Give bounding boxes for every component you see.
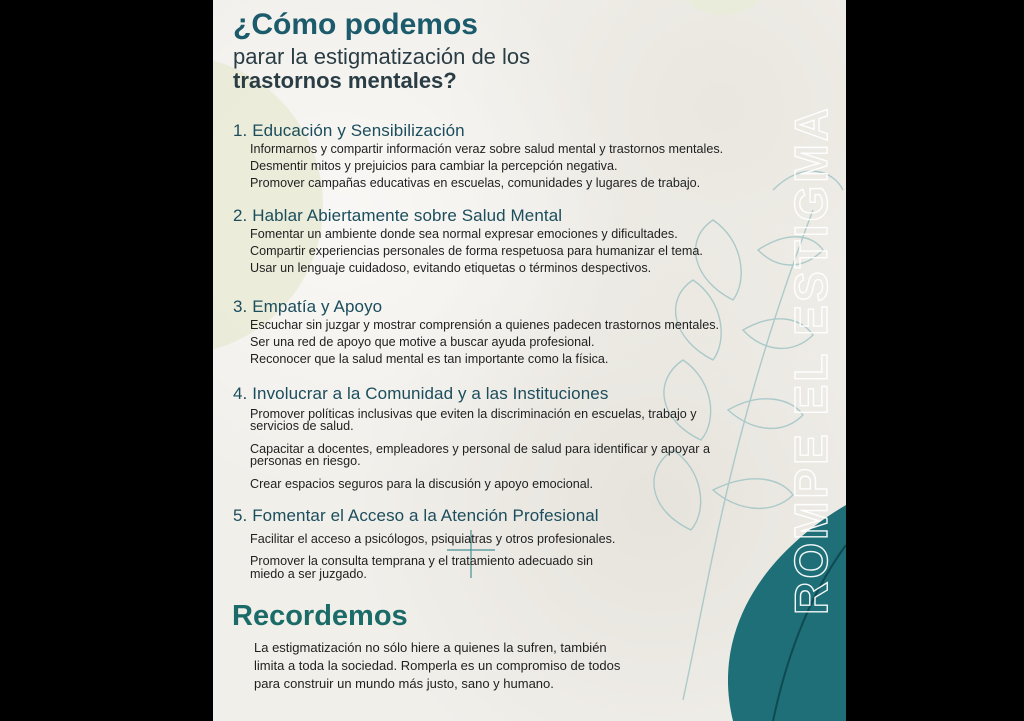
- section-4-line-5: Crear espacios seguros para la discusión y apoyo emocional.: [250, 477, 594, 491]
- closing-line-3: para construir un mundo más justo, sano y humano.: [254, 676, 554, 691]
- section-3-heading: 3. Empatía y Apoyo: [233, 297, 383, 316]
- poster: [213, 0, 846, 721]
- closing-line-2: limita a toda la sociedad. Romperla es un compromiso de todos: [254, 658, 621, 673]
- section-1-line-2: Desmentir mitos y prejuicios para cambiar la percepción negativa.: [250, 159, 618, 173]
- section-2-line-3: Usar un lenguaje cuidadoso, evitando etiquetas o términos despectivos.: [250, 261, 652, 275]
- section-1-heading: 1. Educación y Sensibilización: [233, 121, 465, 140]
- decorative-circle-top: [668, 0, 778, 15]
- section-1-line-1: Informarnos y compartir información veraz sobre salud mental y trastornos mentales.: [250, 142, 724, 156]
- section-3-line-1: Escuchar sin juzgar y mostrar comprensión a quienes padecen trastornos mentales.: [250, 318, 720, 332]
- section-5-line-1: Facilitar el acceso a psicólogos, psiquiatras y otros profesionales.: [250, 532, 616, 546]
- section-4-heading: 4. Involucrar a la Comunidad y a las Instituciones: [233, 384, 609, 403]
- section-4-line-1: Promover políticas inclusivas que eviten la discriminación en escuelas, trabajo y: [250, 407, 697, 421]
- section-4-line-2: servicios de salud.: [250, 419, 354, 433]
- section-5-line-3: miedo a ser juzgado.: [250, 567, 367, 581]
- side-slogan: ROMPE EL ESTIGMA: [785, 105, 837, 615]
- section-5-line-2: Promover la consulta temprana y el tratamiento adecuado sin: [250, 554, 594, 568]
- closing-line-1: La estigmatización no sólo hiere a quienes la sufren, también: [254, 640, 607, 655]
- title-line-2: parar la estigmatización de los: [233, 44, 531, 69]
- section-4-line-4: personas en riesgo.: [250, 454, 361, 468]
- section-2-line-2: Compartir experiencias personales de forma respetuosa para humanizar el tema.: [250, 244, 703, 258]
- section-2-line-1: Fomentar un ambiente donde sea normal expresar emociones y dificultades.: [250, 227, 678, 241]
- section-1-line-3: Promover campañas educativas en escuelas, comunidades y lugares de trabajo.: [250, 176, 701, 190]
- title-line-3: trastornos mentales?: [233, 68, 457, 93]
- section-4-line-3: Capacitar a docentes, empleadores y personal de salud para identificar y apoyar a: [250, 442, 710, 456]
- title-line-1: ¿Cómo podemos: [233, 8, 478, 41]
- section-3-line-2: Ser una red de apoyo que motive a buscar ayuda profesional.: [250, 335, 595, 349]
- section-2-heading: 2. Hablar Abiertamente sobre Salud Mental: [233, 206, 563, 225]
- closing-heading: Recordemos: [232, 600, 408, 632]
- section-5-heading: 5. Fomentar el Acceso a la Atención Profesional: [233, 506, 599, 525]
- section-3-line-3: Reconocer que la salud mental es tan importante como la física.: [250, 352, 609, 366]
